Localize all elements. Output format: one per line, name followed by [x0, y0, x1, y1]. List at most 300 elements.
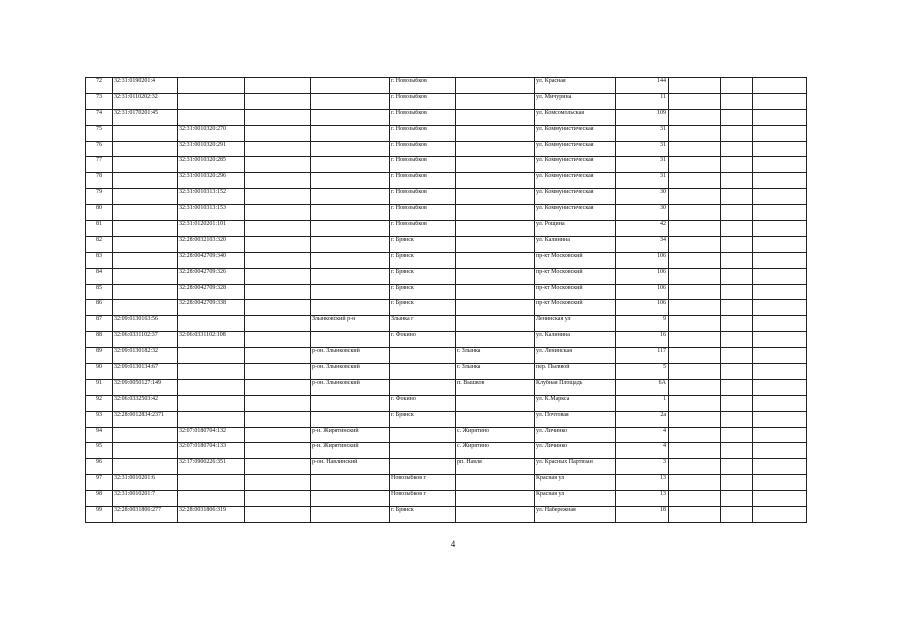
table-cell: Злынковский р-н: [311, 316, 390, 332]
table-row: [86, 491, 807, 507]
table-row: [86, 236, 807, 252]
table-row: [86, 316, 807, 332]
table-cell: [245, 157, 311, 173]
table-cell: [456, 78, 535, 94]
empty-cell: [721, 300, 753, 316]
value-cell: 13: [616, 475, 669, 491]
table-cell: [456, 475, 535, 491]
table-cell: [113, 221, 178, 237]
table-cell: [311, 507, 390, 523]
table-cell: 32:31:0110202:32: [113, 93, 178, 109]
table-cell: [311, 221, 390, 237]
table-cell: 32:31:0010320:296: [178, 173, 245, 189]
table-cell: [311, 109, 390, 125]
empty-cell: [669, 332, 721, 348]
table-cell: [113, 252, 178, 268]
table-cell: [245, 284, 311, 300]
empty-cell: [721, 427, 753, 443]
table-cell: г. Новозыбков: [390, 189, 456, 205]
table-cell: г. Новозыбков: [390, 93, 456, 109]
empty-cell: [669, 284, 721, 300]
row-number-cell: 86: [86, 300, 113, 316]
table-cell: 32:06:0332503:42: [113, 395, 178, 411]
table-cell: ул. Красных Партизан: [535, 459, 616, 475]
table-cell: [456, 491, 535, 507]
empty-cell: [669, 236, 721, 252]
row-number-cell: 94: [86, 427, 113, 443]
empty-cell: [753, 268, 807, 284]
row-number-cell: 95: [86, 443, 113, 459]
table-cell: [245, 507, 311, 523]
value-cell: 117: [616, 348, 669, 364]
table-cell: р-он. Злынковский: [311, 364, 390, 380]
empty-cell: [753, 395, 807, 411]
table-row: [86, 157, 807, 173]
value-cell: 31: [616, 157, 669, 173]
table-cell: Ленинская ул: [535, 316, 616, 332]
table-cell: 32:31:0170201:45: [113, 109, 178, 125]
empty-cell: [721, 411, 753, 427]
table-cell: р-он. Злынковский: [311, 348, 390, 364]
table-cell: Красная ул: [535, 475, 616, 491]
row-number-cell: 76: [86, 141, 113, 157]
empty-cell: [669, 173, 721, 189]
empty-cell: [753, 300, 807, 316]
table-cell: [456, 507, 535, 523]
table-cell: [390, 348, 456, 364]
data-table: [85, 77, 807, 523]
table-cell: [178, 411, 245, 427]
table-cell: [113, 173, 178, 189]
table-row: [86, 78, 807, 94]
empty-cell: [669, 93, 721, 109]
table-cell: [113, 427, 178, 443]
table-cell: г. Новозыбков: [390, 109, 456, 125]
table-cell: ул. Комсомольская: [535, 109, 616, 125]
empty-cell: [721, 205, 753, 221]
table-cell: г. Новозыбков: [390, 221, 456, 237]
row-number-cell: 72: [86, 78, 113, 94]
table-row: [86, 141, 807, 157]
row-number-cell: 80: [86, 205, 113, 221]
table-row: [86, 284, 807, 300]
table-cell: г. Новозыбков: [390, 157, 456, 173]
table-cell: [311, 491, 390, 507]
table-cell: [245, 364, 311, 380]
table-cell: [456, 93, 535, 109]
table-cell: 32:31:0010320:291: [178, 141, 245, 157]
table-cell: г. Брянск: [390, 268, 456, 284]
table-cell: [311, 300, 390, 316]
table-cell: [390, 443, 456, 459]
empty-cell: [753, 316, 807, 332]
table-cell: [178, 379, 245, 395]
value-cell: 5: [616, 364, 669, 380]
table-cell: г. Брянск: [390, 507, 456, 523]
empty-cell: [721, 221, 753, 237]
value-cell: 42: [616, 221, 669, 237]
table-cell: 32:31:0120201:101: [178, 221, 245, 237]
value-cell: 3: [616, 459, 669, 475]
table-cell: [456, 316, 535, 332]
empty-cell: [721, 141, 753, 157]
table-cell: [178, 475, 245, 491]
empty-cell: [669, 364, 721, 380]
table-cell: г. Брянск: [390, 411, 456, 427]
table-cell: с. Жирятино: [456, 427, 535, 443]
table-cell: [456, 284, 535, 300]
table-cell: с. Жирятино: [456, 443, 535, 459]
row-number-cell: 93: [86, 411, 113, 427]
empty-cell: [721, 236, 753, 252]
table-cell: г. Брянск: [390, 300, 456, 316]
table-cell: [245, 141, 311, 157]
table-cell: [245, 205, 311, 221]
row-number-cell: 91: [86, 379, 113, 395]
empty-cell: [669, 379, 721, 395]
table-cell: [311, 236, 390, 252]
table-cell: пер. Пьеввой: [535, 364, 616, 380]
value-cell: 4: [616, 427, 669, 443]
table-cell: [456, 157, 535, 173]
table-cell: ул. Почтовая: [535, 411, 616, 427]
row-number-cell: 84: [86, 268, 113, 284]
table-cell: [113, 236, 178, 252]
value-cell: 34: [616, 236, 669, 252]
table-cell: [245, 443, 311, 459]
empty-cell: [721, 157, 753, 173]
table-cell: 32:31:0010320:285: [178, 157, 245, 173]
table-row: [86, 332, 807, 348]
empty-cell: [669, 443, 721, 459]
empty-cell: [721, 364, 753, 380]
table-cell: [245, 348, 311, 364]
row-number-cell: 74: [86, 109, 113, 125]
empty-cell: [721, 507, 753, 523]
table-cell: [113, 268, 178, 284]
table-cell: [245, 475, 311, 491]
table-cell: [178, 348, 245, 364]
table-row: [86, 379, 807, 395]
table-row: [86, 443, 807, 459]
table-cell: п. Вышков: [456, 379, 535, 395]
value-cell: 106: [616, 300, 669, 316]
empty-cell: [753, 236, 807, 252]
empty-cell: [721, 475, 753, 491]
table-cell: [245, 268, 311, 284]
table-cell: 32:31:0190201:4: [113, 78, 178, 94]
value-cell: 31: [616, 173, 669, 189]
table-cell: ул. Личинко: [535, 443, 616, 459]
table-cell: ул. Коммунистическая: [535, 125, 616, 141]
row-number-cell: 82: [86, 236, 113, 252]
table-cell: [178, 364, 245, 380]
empty-cell: [753, 93, 807, 109]
table-cell: [113, 189, 178, 205]
table-cell: [113, 157, 178, 173]
table-cell: ул. Набережная: [535, 507, 616, 523]
table-cell: [113, 205, 178, 221]
empty-cell: [721, 268, 753, 284]
table-cell: [245, 173, 311, 189]
row-number-cell: 83: [86, 252, 113, 268]
table-cell: г. Злынка: [456, 348, 535, 364]
table-cell: [245, 300, 311, 316]
table-cell: [456, 300, 535, 316]
table-cell: [456, 125, 535, 141]
row-number-cell: 99: [86, 507, 113, 523]
empty-cell: [669, 221, 721, 237]
row-number-cell: 75: [86, 125, 113, 141]
table-cell: 32:31:0010313:153: [178, 205, 245, 221]
value-cell: 18: [616, 507, 669, 523]
row-number-cell: 97: [86, 475, 113, 491]
table-cell: ул. Мичурина: [535, 93, 616, 109]
value-cell: 6А: [616, 379, 669, 395]
table-cell: [311, 411, 390, 427]
empty-cell: [669, 427, 721, 443]
table-cell: [311, 125, 390, 141]
table-cell: г. Новозыбков: [390, 141, 456, 157]
table-cell: ул. Коммунистическая: [535, 205, 616, 221]
row-number-cell: 92: [86, 395, 113, 411]
table-cell: 32:06:0331102:37: [113, 332, 178, 348]
table-cell: 32:31:0010201:7: [113, 491, 178, 507]
table-cell: Клубная Площадь: [535, 379, 616, 395]
empty-cell: [721, 78, 753, 94]
table-cell: 32:07:0180704:133: [178, 443, 245, 459]
empty-cell: [753, 252, 807, 268]
table-cell: 32:28:0042709:338: [178, 300, 245, 316]
value-cell: 13: [616, 491, 669, 507]
table-cell: 32:17:0900226:351: [178, 459, 245, 475]
empty-cell: [753, 379, 807, 395]
table-cell: [456, 173, 535, 189]
table-cell: р-он. Злынковский: [311, 379, 390, 395]
table-cell: [113, 141, 178, 157]
empty-cell: [669, 189, 721, 205]
table-cell: [245, 379, 311, 395]
table-cell: 32:06:0331102:108: [178, 332, 245, 348]
table-cell: р-н. Жирятинский: [311, 443, 390, 459]
value-cell: 30: [616, 205, 669, 221]
table-cell: 32:28:0031806:319: [178, 507, 245, 523]
empty-cell: [721, 459, 753, 475]
table-row: [86, 205, 807, 221]
table-row: [86, 348, 807, 364]
table-cell: [311, 78, 390, 94]
table-cell: 32:28:0012834:2371: [113, 411, 178, 427]
table-cell: 32:28:0032103:320: [178, 236, 245, 252]
table-cell: [245, 411, 311, 427]
table-cell: пр-кт Московский: [535, 300, 616, 316]
table-cell: [456, 205, 535, 221]
value-cell: 31: [616, 141, 669, 157]
empty-cell: [669, 78, 721, 94]
empty-cell: [753, 284, 807, 300]
table-cell: [245, 236, 311, 252]
table-row: [86, 173, 807, 189]
empty-cell: [669, 491, 721, 507]
value-cell: 11: [616, 93, 669, 109]
table-row: [86, 475, 807, 491]
table-cell: 32:28:0042709:326: [178, 268, 245, 284]
table-cell: [311, 284, 390, 300]
table-row: [86, 268, 807, 284]
empty-cell: [753, 427, 807, 443]
table-cell: [178, 316, 245, 332]
row-number-cell: 73: [86, 93, 113, 109]
table-cell: [390, 427, 456, 443]
empty-cell: [753, 443, 807, 459]
table-cell: [178, 93, 245, 109]
value-cell: 144: [616, 78, 669, 94]
table-row: [86, 459, 807, 475]
table-cell: [390, 379, 456, 395]
table-cell: [390, 364, 456, 380]
table-row: [86, 221, 807, 237]
table-cell: [311, 475, 390, 491]
empty-cell: [669, 411, 721, 427]
table-cell: 32:09:0130134:67: [113, 364, 178, 380]
table-cell: [311, 252, 390, 268]
empty-cell: [721, 252, 753, 268]
table-cell: ул. Калинина: [535, 332, 616, 348]
empty-cell: [669, 300, 721, 316]
table-cell: [456, 109, 535, 125]
table-cell: г. Брянск: [390, 236, 456, 252]
empty-cell: [753, 189, 807, 205]
empty-cell: [669, 475, 721, 491]
table-cell: ул. К.Маркса: [535, 395, 616, 411]
table-cell: [245, 221, 311, 237]
table-cell: р-он. Навлинский: [311, 459, 390, 475]
empty-cell: [753, 141, 807, 157]
empty-cell: [721, 491, 753, 507]
table-row: [86, 252, 807, 268]
value-cell: 2а: [616, 411, 669, 427]
table-cell: [113, 300, 178, 316]
table-row: [86, 507, 807, 523]
table-cell: [113, 443, 178, 459]
table-cell: ул. Рощина: [535, 221, 616, 237]
empty-cell: [753, 364, 807, 380]
empty-cell: [753, 125, 807, 141]
empty-cell: [669, 205, 721, 221]
table-cell: [245, 93, 311, 109]
table-cell: [178, 491, 245, 507]
value-cell: 106: [616, 284, 669, 300]
table-cell: [245, 109, 311, 125]
empty-cell: [669, 395, 721, 411]
table-cell: 32:31:0010201:6: [113, 475, 178, 491]
table-cell: [311, 141, 390, 157]
empty-cell: [753, 332, 807, 348]
table-cell: [113, 459, 178, 475]
empty-cell: [753, 78, 807, 94]
empty-cell: [669, 141, 721, 157]
table-row: [86, 395, 807, 411]
empty-cell: [753, 205, 807, 221]
table-cell: [245, 459, 311, 475]
table-cell: 32:28:0042709:328: [178, 284, 245, 300]
table-cell: 32:09:0130182:32: [113, 348, 178, 364]
table-cell: ул. Красная: [535, 78, 616, 94]
table-cell: [311, 332, 390, 348]
table-cell: Красная ул: [535, 491, 616, 507]
empty-cell: [669, 109, 721, 125]
table-cell: [178, 109, 245, 125]
table-cell: г. Брянск: [390, 252, 456, 268]
empty-cell: [753, 459, 807, 475]
row-number-cell: 78: [86, 173, 113, 189]
table-cell: [311, 205, 390, 221]
table-cell: ул. Ленинская: [535, 348, 616, 364]
empty-cell: [721, 332, 753, 348]
table-row: [86, 427, 807, 443]
table-cell: [456, 268, 535, 284]
table-cell: [311, 189, 390, 205]
table-cell: 32:09:0130163:56: [113, 316, 178, 332]
table-cell: г. Новозыбков: [390, 125, 456, 141]
row-number-cell: 90: [86, 364, 113, 380]
table-row: [86, 364, 807, 380]
table-cell: [390, 459, 456, 475]
empty-cell: [721, 348, 753, 364]
empty-cell: [753, 411, 807, 427]
value-cell: 31: [616, 125, 669, 141]
table-cell: [311, 173, 390, 189]
table-cell: [245, 332, 311, 348]
table-cell: [245, 125, 311, 141]
row-number-cell: 81: [86, 221, 113, 237]
table-cell: [456, 252, 535, 268]
empty-cell: [669, 252, 721, 268]
table-cell: [178, 78, 245, 94]
page-number: 4: [450, 539, 456, 549]
empty-cell: [721, 125, 753, 141]
table-row: [86, 109, 807, 125]
table-cell: ул. Коммунистическая: [535, 189, 616, 205]
table-cell: [456, 332, 535, 348]
empty-cell: [669, 125, 721, 141]
empty-cell: [669, 157, 721, 173]
value-cell: 16: [616, 332, 669, 348]
row-number-cell: 89: [86, 348, 113, 364]
empty-cell: [669, 507, 721, 523]
value-cell: 9: [616, 316, 669, 332]
table-cell: [245, 395, 311, 411]
table-cell: р-н. Жирятинский: [311, 427, 390, 443]
value-cell: 1: [616, 395, 669, 411]
empty-cell: [721, 395, 753, 411]
table-cell: ул. Личинко: [535, 427, 616, 443]
table-cell: [245, 491, 311, 507]
empty-cell: [721, 109, 753, 125]
empty-cell: [721, 443, 753, 459]
empty-cell: [753, 221, 807, 237]
empty-cell: [753, 491, 807, 507]
table-cell: [311, 93, 390, 109]
table-cell: [456, 221, 535, 237]
table-cell: пр-кт Московский: [535, 268, 616, 284]
table-cell: ул. Калинина: [535, 236, 616, 252]
table-cell: г. Фокино: [390, 332, 456, 348]
table-cell: рп. Навля: [456, 459, 535, 475]
table-row: [86, 300, 807, 316]
table-cell: [456, 236, 535, 252]
table-row: [86, 125, 807, 141]
